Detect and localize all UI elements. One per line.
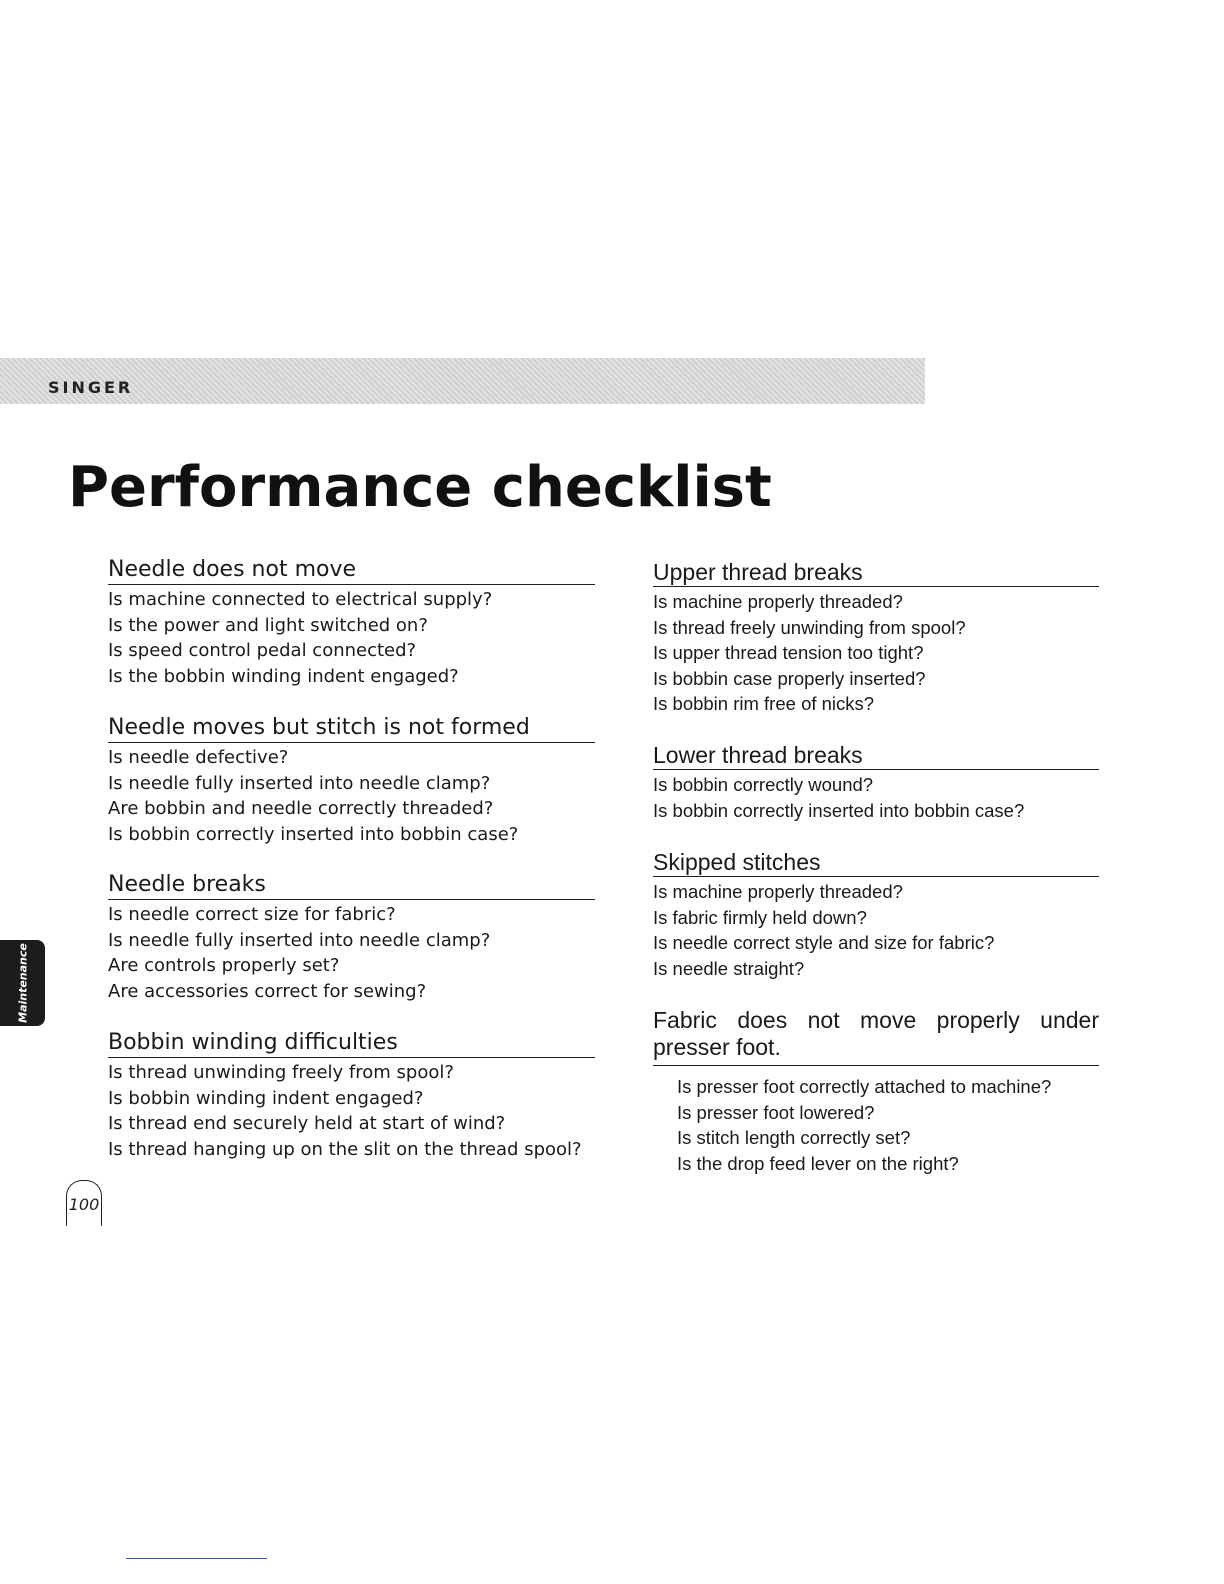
checklist-item: Is upper thread tension too tight? [653, 642, 924, 663]
checklist-item: Is needle fully inserted into needle clamp? [108, 772, 491, 794]
checklist-item: Is needle correct style and size for fabric? [653, 932, 995, 953]
brand-logo: SINGER [48, 378, 134, 397]
section-heading: Fabric does not move properly under presser foot. [653, 1007, 1099, 1066]
section-fabric-does-not-move [653, 1007, 1099, 1176]
section-needle-moves-no-stitch [108, 715, 595, 847]
checklist-item: Are bobbin and needle correctly threaded? [108, 798, 494, 819]
section-bobbin-winding [108, 1030, 595, 1162]
checklist-item: Is machine properly threaded? [653, 881, 903, 902]
side-tab-maintenance [0, 940, 45, 1026]
section-needle-breaks [108, 872, 595, 1004]
checklist-item: Is needle fully inserted into needle clamp? [108, 929, 491, 951]
checklist-item: Is presser foot correctly attached to machine? [677, 1076, 1052, 1097]
section-heading: Skipped stitches [653, 849, 1099, 877]
checklist-item: Is needle correct size for fabric? [108, 904, 396, 925]
section-heading: Bobbin winding difficulties [108, 1030, 595, 1058]
section-heading: Lower thread breaks [653, 742, 1099, 770]
bottom-rule [126, 1558, 267, 1559]
checklist-item: Is machine connected to electrical supply? [108, 589, 493, 610]
page-number: 100 [66, 1180, 102, 1226]
checklist-item: Are controls properly set? [108, 955, 340, 976]
checklist-item: Is needle defective? [108, 747, 289, 768]
checklist-item: Is the power and light switched on? [108, 614, 428, 636]
section-lower-thread-breaks [653, 742, 1099, 823]
checklist-item: Is thread unwinding freely from spool? [108, 1062, 454, 1083]
checklist-item: Is thread end securely held at start of wind? [108, 1113, 506, 1134]
checklist-item: Is presser foot lowered? [677, 1101, 875, 1123]
checklist-item: Is bobbin correctly inserted into bobbin case? [108, 823, 519, 845]
checklist-item: Is bobbin correctly wound? [653, 774, 874, 795]
section-heading: Needle breaks [108, 872, 595, 900]
checklist-item: Is the drop feed lever on the right? [677, 1152, 959, 1174]
checklist-item: Is bobbin rim free of nicks? [653, 693, 875, 714]
checklist-item: Is thread hanging up on the slit on the thread spool? [108, 1138, 582, 1160]
checklist-item: Are accessories correct for sewing? [108, 980, 427, 1002]
checklist-item: Is bobbin correctly inserted into bobbin case? [653, 799, 1025, 821]
section-heading: Needle does not move [108, 557, 595, 585]
checklist-item: Is thread freely unwinding from spool? [653, 616, 966, 638]
section-heading: Needle moves but stitch is not formed [108, 715, 595, 743]
header-band [0, 358, 925, 404]
checklist-item: Is fabric firmly held down? [653, 906, 867, 928]
checklist-item: Is bobbin case properly inserted? [653, 667, 926, 689]
checklist-item: Is stitch length correctly set? [677, 1127, 911, 1148]
section-upper-thread-breaks [653, 559, 1099, 717]
section-skipped-stitches [653, 849, 1099, 981]
page-title: Performance checklist [68, 455, 772, 520]
section-needle-does-not-move [108, 557, 595, 689]
section-heading: Upper thread breaks [653, 559, 1099, 587]
checklist-item: Is needle straight? [653, 957, 805, 979]
checklist-item: Is speed control pedal connected? [108, 640, 417, 661]
checklist-item: Is bobbin winding indent engaged? [108, 1087, 424, 1109]
checklist-item: Is the bobbin winding indent engaged? [108, 665, 459, 687]
side-tab-label: Maintenance [16, 943, 29, 1023]
checklist-item: Is machine properly threaded? [653, 591, 903, 612]
